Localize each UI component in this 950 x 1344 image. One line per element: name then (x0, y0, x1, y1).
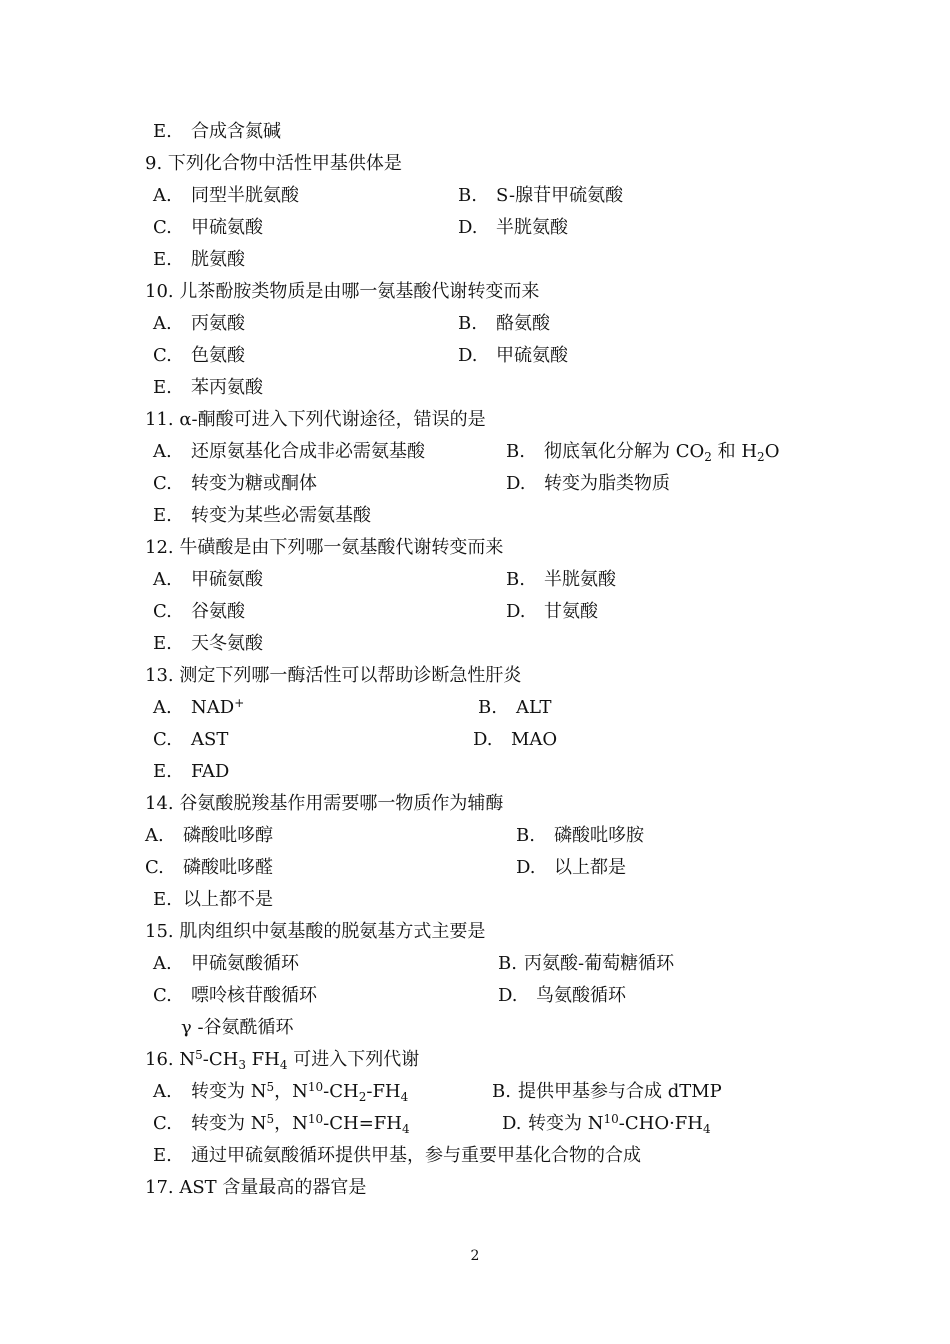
q13-stem: 13. 测定下列哪一酶活性可以帮助诊断急性肝炎 (145, 665, 522, 686)
q13-option-d: D. MAO (473, 729, 558, 750)
q12-option-b: B. 半胱氨酸 (506, 569, 616, 590)
q17-stem: 17. AST 含量最高的器官是 (145, 1177, 367, 1198)
q16-stem: 16. $N^5-CH_3$ $FH_4$ 可进入下列代谢 (145, 1048, 420, 1072)
q14-option-c: C. 磷酸吡哆醛 (145, 857, 273, 878)
q10-option-d: D. 甲硫氨酸 (458, 345, 568, 366)
q13-option-a: A. NAD+ (153, 696, 245, 718)
q10-option-a: A. 丙氨酸 (153, 313, 245, 334)
q11-option-b: B. 彻底氧化分解为 $CO_2$ 和 $H_2O$ (506, 441, 780, 464)
q12-option-d: D. 甘氨酸 (506, 601, 598, 622)
q10-option-c: C. 色氨酸 (153, 345, 245, 366)
q11-option-e: E. 转变为某些必需氨基酸 (153, 505, 371, 526)
q9-option-b: B. S-腺苷甲硫氨酸 (458, 185, 624, 206)
q11-option-a: A. 还原氨基化合成非必需氨基酸 (153, 441, 425, 462)
q10-stem: 10. 儿茶酚胺类物质是由哪一氨基酸代谢转变而来 (145, 281, 540, 302)
q9-option-a: A. 同型半胱氨酸 (153, 185, 299, 206)
q15-option-c: C. 嘌呤核苷酸循环 (153, 985, 317, 1006)
q13-option-c: C. AST (153, 729, 229, 750)
q16-option-d: D. 转变为 $N^{10}-CHO\cdot FH_4$ (502, 1112, 711, 1136)
q9-option-d: D. 半胱氨酸 (458, 217, 568, 238)
q9-option-c: C. 甲硫氨酸 (153, 217, 263, 238)
q10-option-b: B. 酪氨酸 (458, 313, 550, 334)
q12-option-a: A. 甲硫氨酸 (153, 569, 263, 590)
q9-option-e: E. 胱氨酸 (153, 249, 245, 270)
q14-stem: 14. 谷氨酸脱羧基作用需要哪一物质作为辅酶 (145, 793, 504, 814)
q10-option-e: E. 苯丙氨酸 (153, 377, 263, 398)
q9-stem: 9. 下列化合物中活性甲基供体是 (145, 153, 402, 174)
q15-option-e: γ -谷氨酰循环 (181, 1017, 294, 1038)
q12-option-e: E. 天冬氨酸 (153, 633, 263, 654)
q14-option-e: E. 以上都不是 (153, 889, 273, 910)
q15-option-b: B. 丙氨酸-葡萄糖循环 (498, 953, 675, 974)
q16-option-e: E. 通过甲硫氨酸循环提供甲基，参与重要甲基化合物的合成 (153, 1145, 641, 1166)
q16-option-b: B. 提供甲基参与合成 dTMP (492, 1081, 722, 1102)
q8-option-e: E. 合成含氮碱 (153, 121, 281, 142)
q14-option-b: B. 磷酸吡哆胺 (516, 825, 644, 846)
q12-stem: 12. 牛磺酸是由下列哪一氨基酸代谢转变而来 (145, 537, 504, 558)
q16-option-a: A. 转变为 $N^5$，$N^{10}-CH_2-FH_4$ (153, 1080, 409, 1104)
q12-option-c: C. 谷氨酸 (153, 601, 245, 622)
q15-stem: 15. 肌肉组织中氨基酸的脱氨基方式主要是 (145, 921, 486, 942)
q14-option-a: A. 磷酸吡哆醇 (145, 825, 273, 846)
q13-option-e: E. FAD (153, 761, 230, 782)
q11-stem: 11. α-酮酸可进入下列代谢途径，错误的是 (145, 409, 486, 430)
q14-option-d: D. 以上都是 (516, 857, 626, 878)
page-number: 2 (470, 1248, 480, 1264)
q13-option-b: B. ALT (478, 697, 552, 718)
q11-option-c: C. 转变为糖或酮体 (153, 473, 317, 494)
q11-option-d: D. 转变为脂类物质 (506, 473, 670, 494)
q15-option-a: A. 甲硫氨酸循环 (153, 953, 299, 974)
q15-option-d: D. 鸟氨酸循环 (498, 985, 626, 1006)
q16-option-c: C. 转变为 $N^5$，$N^{10}-CH=FH_4$ (153, 1112, 410, 1136)
